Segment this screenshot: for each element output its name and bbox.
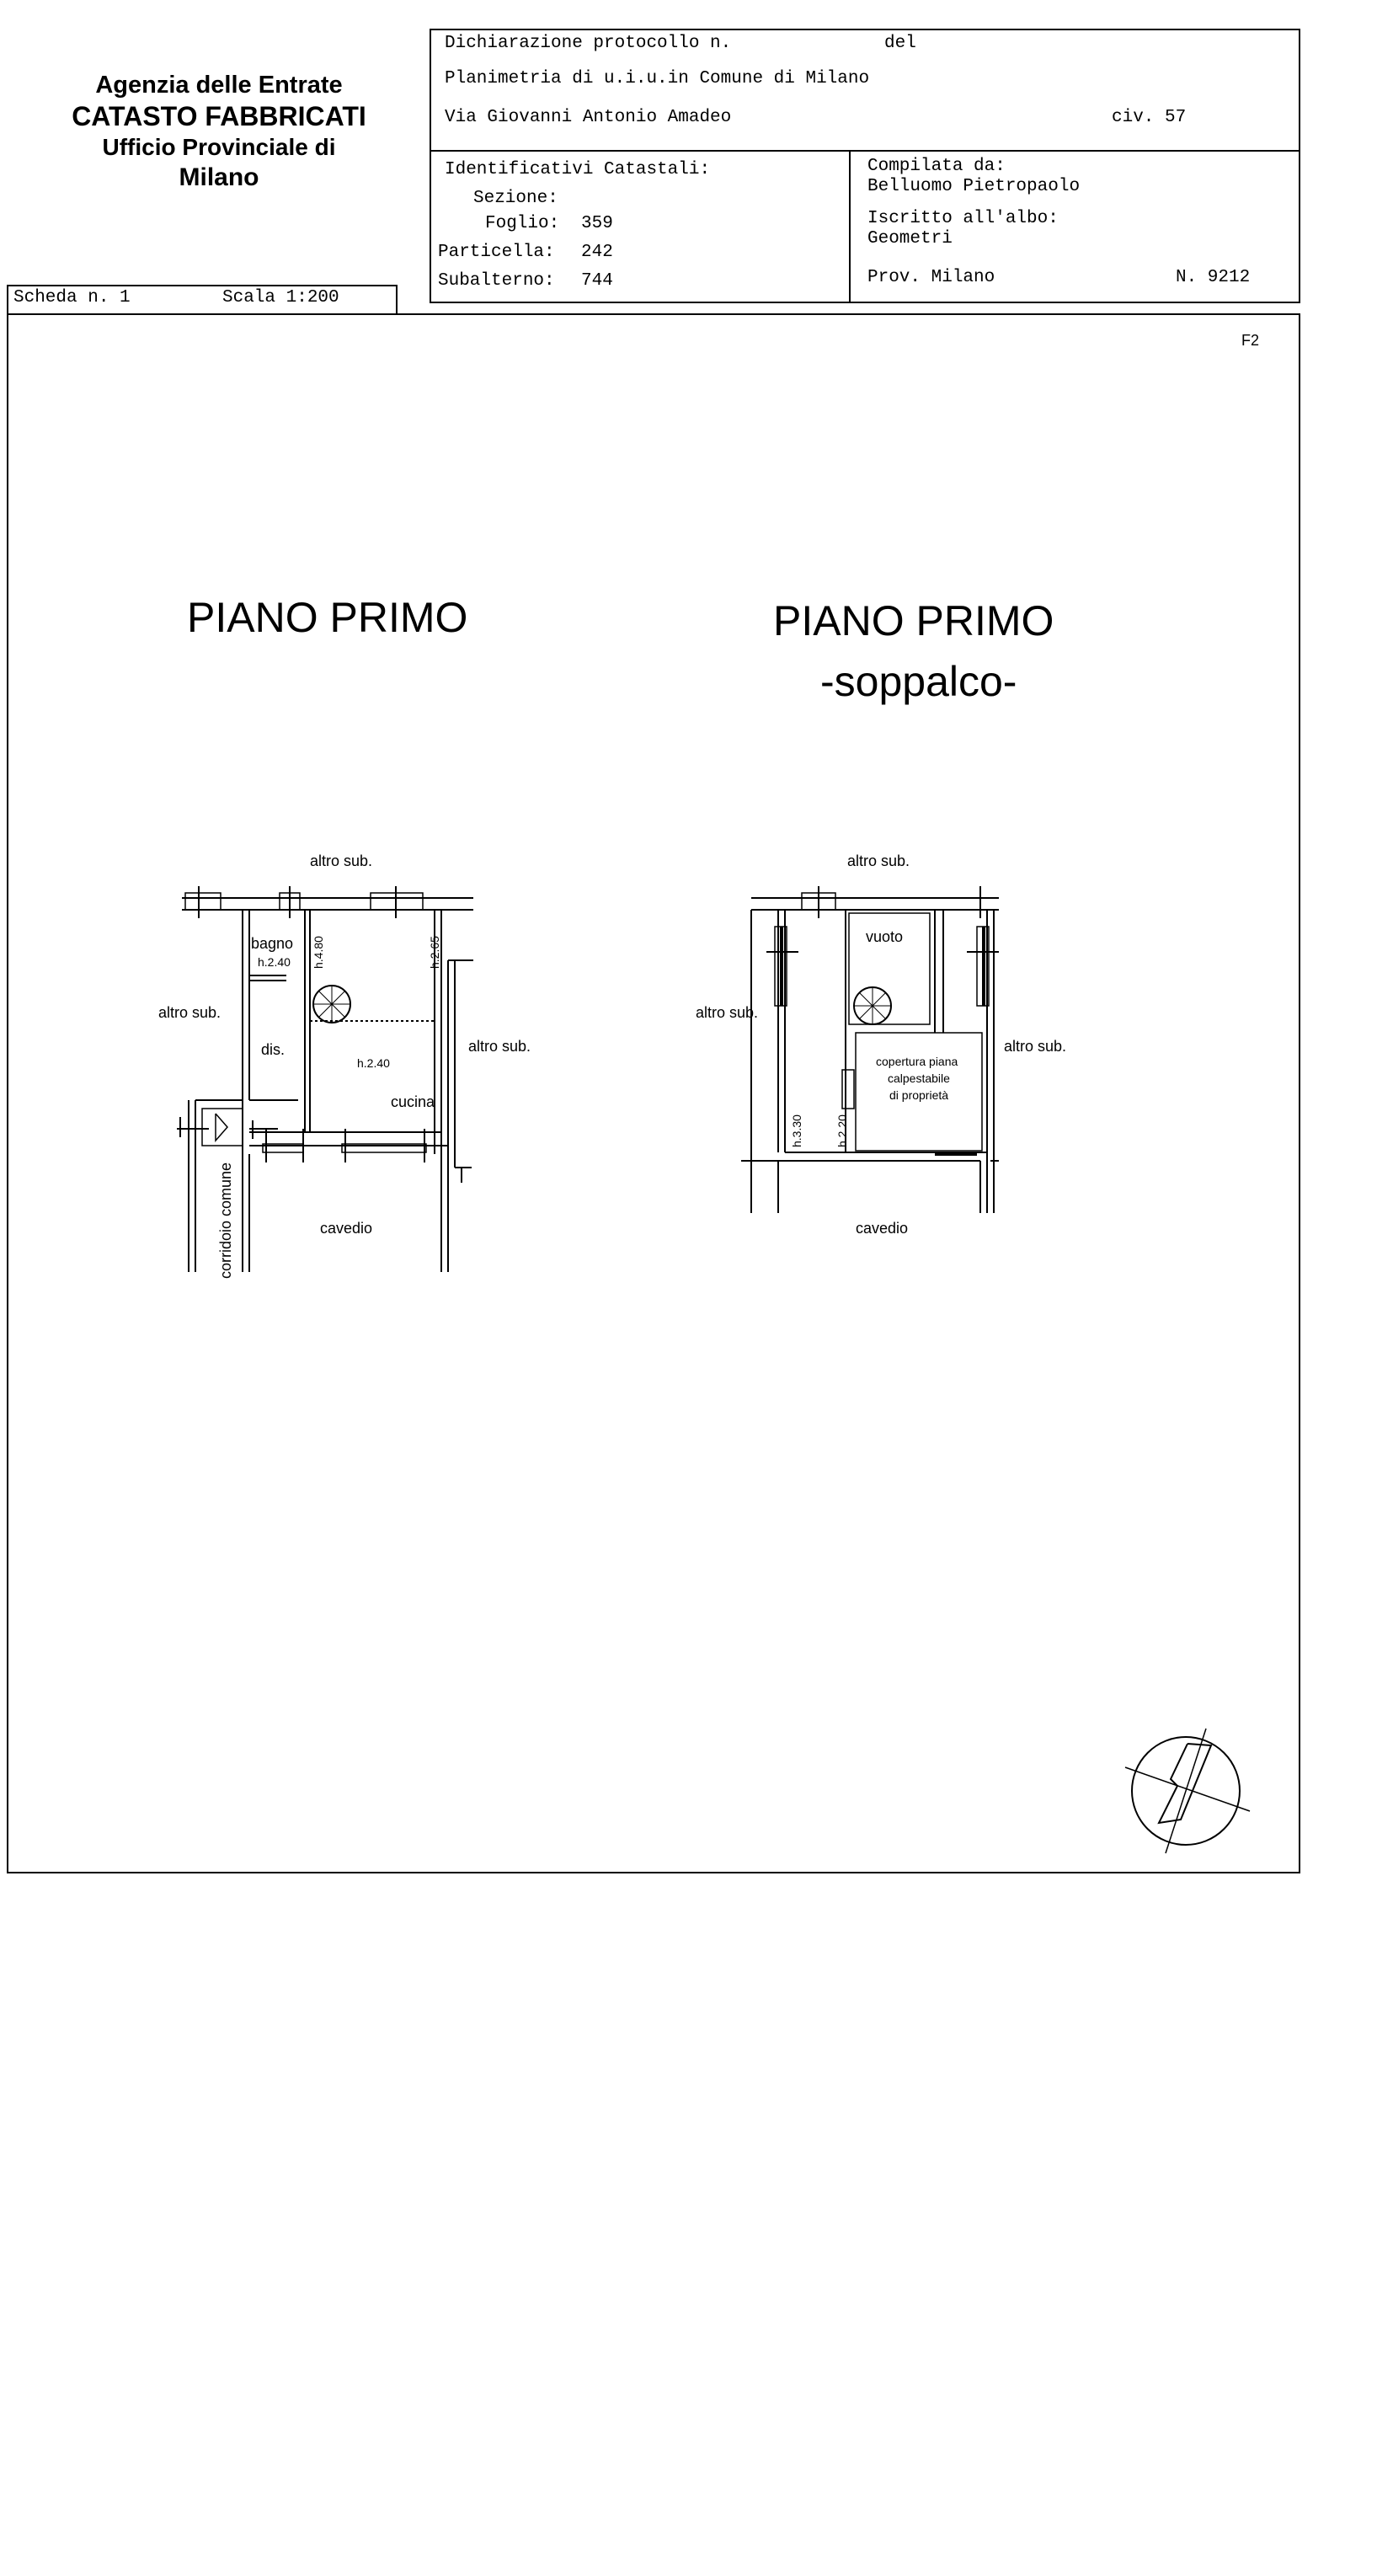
north-arrow-icon — [1125, 1729, 1250, 1853]
office-label: Ufficio Provinciale di — [102, 134, 336, 161]
plan-line: Planimetria di u.i.u.in Comune di Milano — [445, 69, 870, 88]
albo-label: Iscritto all'albo: — [867, 209, 1059, 228]
right-floor-plan — [741, 886, 999, 1213]
right-cavedio: cavedio — [856, 1220, 909, 1237]
left-top-neighbor: altro sub. — [310, 852, 373, 869]
registration-number: N. 9212 — [1176, 268, 1251, 287]
declaration-label: Dichiarazione protocollo n. — [445, 34, 732, 53]
bagno-label: bagno — [251, 935, 294, 952]
foglio-value: 359 — [581, 214, 613, 233]
subalterno-label: Subalterno: — [438, 271, 555, 291]
dis-label: dis. — [261, 1041, 286, 1058]
sheet-number: Scheda n. 1 — [13, 288, 131, 307]
particella-value: 242 — [581, 243, 613, 262]
right-west-neighbor: altro sub. — [696, 1004, 759, 1021]
height-330: h.3.30 — [790, 1114, 803, 1147]
height-480: h.4.80 — [312, 936, 325, 969]
street: Via Giovanni Antonio Amadeo — [445, 108, 732, 127]
height-265: h.2.65 — [428, 936, 441, 969]
identifiers-title: Identificativi Catastali: — [445, 160, 711, 179]
bagno-height: h.2.40 — [258, 955, 291, 969]
catasto-title: CATASTO FABBRICATI — [72, 101, 366, 132]
compiler-label: Compilata da: — [867, 157, 1006, 176]
copertura-line1: copertura piana — [876, 1055, 958, 1068]
copertura-line2: calpestabile — [888, 1072, 950, 1085]
declaration-del: del — [884, 34, 916, 53]
agency-name: Agenzia delle Entrate — [95, 72, 343, 99]
sheet-scale: Scala 1:200 — [222, 288, 339, 307]
right-plan-title: PIANO PRIMO — [773, 597, 1054, 644]
compiler-name: Belluomo Pietropaolo — [867, 177, 1081, 196]
left-floor-plan — [177, 886, 473, 1272]
subalterno-value: 744 — [581, 271, 613, 291]
right-east-neighbor: altro sub. — [1004, 1038, 1067, 1055]
cucina-height: h.2.40 — [357, 1056, 390, 1070]
sezione-label: Sezione: — [473, 189, 558, 208]
left-plan-title: PIANO PRIMO — [187, 594, 468, 641]
foglio-label: Foglio: — [485, 214, 560, 233]
province: Prov. Milano — [867, 268, 995, 287]
particella-label: Particella: — [438, 243, 555, 262]
vuoto-label: vuoto — [866, 928, 904, 945]
albo-value: Geometri — [867, 229, 953, 249]
left-west-neighbor: altro sub. — [158, 1004, 221, 1021]
office-city: Milano — [179, 163, 259, 191]
corridor-label: corridoio comune — [217, 1162, 234, 1279]
cucina-label: cucina — [391, 1093, 435, 1110]
civic-number: civ. 57 — [1112, 108, 1187, 127]
sheet-code: F2 — [1241, 332, 1260, 349]
height-220: h.2.20 — [835, 1114, 849, 1147]
copertura-line3: di proprietà — [889, 1088, 949, 1102]
right-top-neighbor: altro sub. — [847, 852, 910, 869]
left-east-neighbor: altro sub. — [468, 1038, 531, 1055]
left-cavedio: cavedio — [320, 1220, 373, 1237]
right-plan-subtitle: -soppalco- — [820, 658, 1017, 705]
